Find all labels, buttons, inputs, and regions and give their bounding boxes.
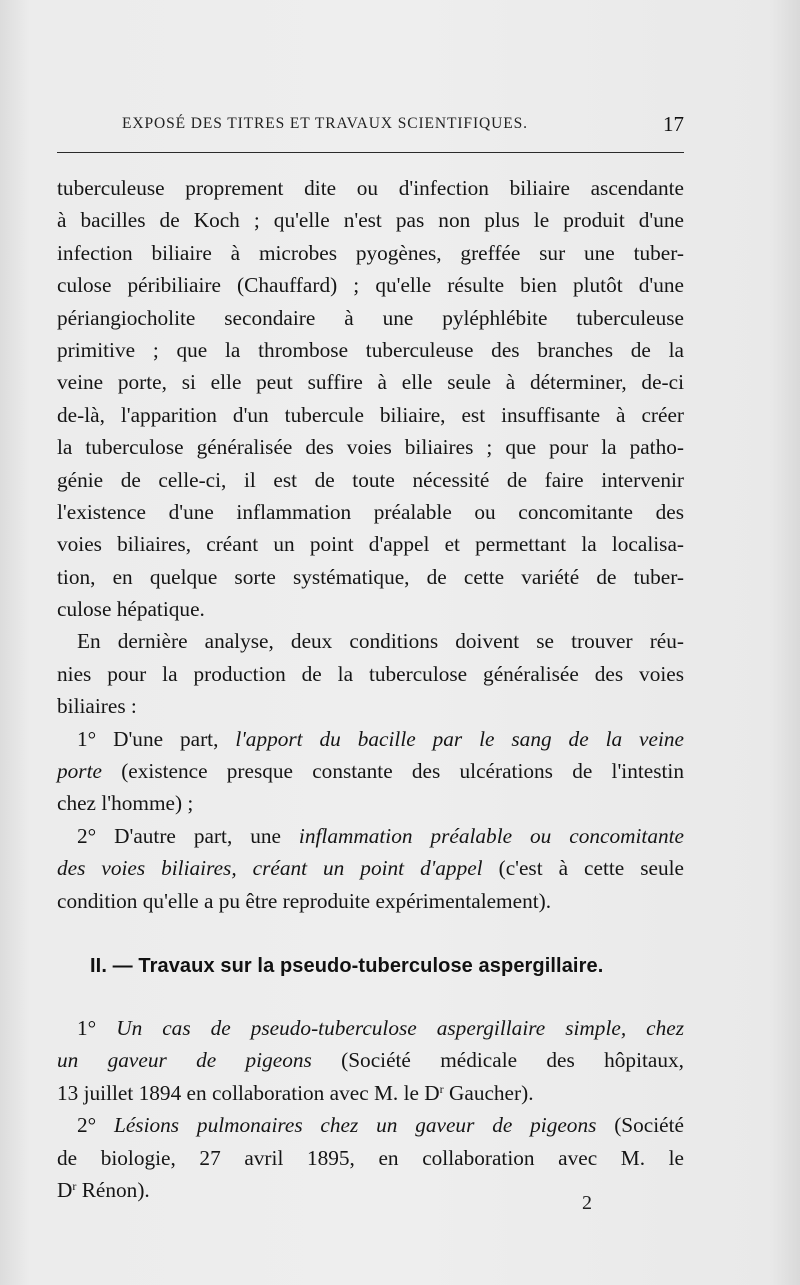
condition-1-text: (existence presque constante des ulcérations de l'intestin (101, 759, 684, 784)
text-line: à bacilles de Koch ; qu'elle n'est pas non plus le produit d'une (57, 208, 684, 233)
condition-1-prefix: 1° D'une part, (77, 726, 236, 751)
item-number: 2° (77, 1113, 114, 1138)
condition-2-line (57, 820, 684, 852)
publication-item-1-line (57, 1044, 684, 1076)
publication-item-2-line: de biologie, 27 avril 1895, en collaboration avec M. le (57, 1145, 684, 1170)
publication-source: (Société (596, 1113, 684, 1138)
condition-2-line (57, 852, 684, 884)
condition-1-line (57, 755, 684, 787)
signature-mark: 2 (582, 1192, 592, 1214)
text-line: primitive ; que la thrombose tuberculeuse des branches de la (57, 337, 684, 362)
condition-2-text: (c'est à cette seule (482, 856, 684, 881)
text-line: En dernière analyse, deux conditions doivent se trouver réu- (77, 629, 684, 654)
superscript: r (72, 1178, 77, 1193)
running-title: EXPOSÉ DES TITRES ET TRAVAUX SCIENTIFIQUES. (122, 115, 528, 132)
item-number: 1° (77, 1016, 117, 1040)
condition-2-emphasis: inflammation préalable ou concomitante (298, 823, 684, 848)
publication-item-2 (57, 1109, 684, 1141)
publication-title: Lésions pulmonaires chez un gaveur de pigeons (114, 1113, 597, 1138)
page-number: 17 (663, 112, 684, 136)
text-line: la tuberculose généralisée des voies biliaires ; que pour la patho- (57, 435, 684, 460)
condition-1-line (57, 723, 684, 755)
text-line: infection biliaire à microbes pyogènes, greffée sur une tuber- (57, 240, 684, 265)
condition-2-line: condition qu'elle a pu être reproduite expérimentalement). (57, 888, 552, 913)
publication-source: Rénon). (76, 1177, 150, 1202)
text-line: nies pour la production de la tuberculose généralisée des voies (57, 661, 684, 686)
text-line: périangiocholite secondaire à une pyléphlébite tuberculeuse (57, 305, 684, 330)
condition-1-emphasis: porte (57, 759, 102, 784)
publication-item-1-line (57, 1077, 684, 1109)
text-line: culose hépatique. (57, 597, 205, 622)
publication-item-1 (57, 1012, 684, 1044)
publication-source: 13 juillet 1894 en collaboration avec M. le D (57, 1080, 440, 1105)
text-line: l'existence d'une inflammation préalable ou concomitante des (57, 499, 684, 524)
text-line: tion, en quelque sorte systématique, de cette variété de tuber- (57, 564, 684, 589)
running-header (122, 113, 684, 143)
publication-list (57, 1012, 684, 1206)
main-text (57, 172, 684, 917)
publication-title: un gaveur de pigeons (57, 1048, 312, 1073)
text-line: génie de celle-ci, il est de toute nécessité de faire intervenir (57, 467, 684, 492)
text-line: tuberculeuse proprement dite ou d'infection biliaire ascendante (57, 176, 684, 200)
condition-2-emphasis: des voies biliaires, créant un point d'appel (57, 856, 483, 881)
superscript: r (439, 1081, 444, 1096)
text-line: culose péribiliaire (Chauffard) ; qu'elle résulte bien plutôt d'une (57, 273, 684, 298)
publication-source: Gaucher). (443, 1080, 534, 1105)
publication-source: (Société médicale des hôpitaux, (311, 1048, 684, 1073)
publication-title: Un cas de pseudo-tuberculose aspergillaire simple, chez (116, 1016, 684, 1040)
text-line: veine porte, si elle peut suffire à elle seule à déterminer, de-ci (57, 370, 684, 395)
header-rule (57, 152, 684, 153)
section-heading: II. — Travaux sur la pseudo-tuberculose aspergillaire. (90, 955, 604, 977)
text-line: biliaires : (57, 694, 137, 719)
text-line: de-là, l'apparition d'un tubercule biliaire, est insuffisante à créer (57, 402, 684, 427)
condition-1-line: chez l'homme) ; (57, 791, 194, 816)
text-line: voies biliaires, créant un point d'appel et permettant la localisa- (57, 532, 684, 557)
condition-2-prefix: 2° D'autre part, une (77, 823, 299, 848)
condition-1-emphasis: l'apport du bacille par le sang de la veine (235, 726, 684, 751)
publication-source: D (57, 1177, 73, 1202)
